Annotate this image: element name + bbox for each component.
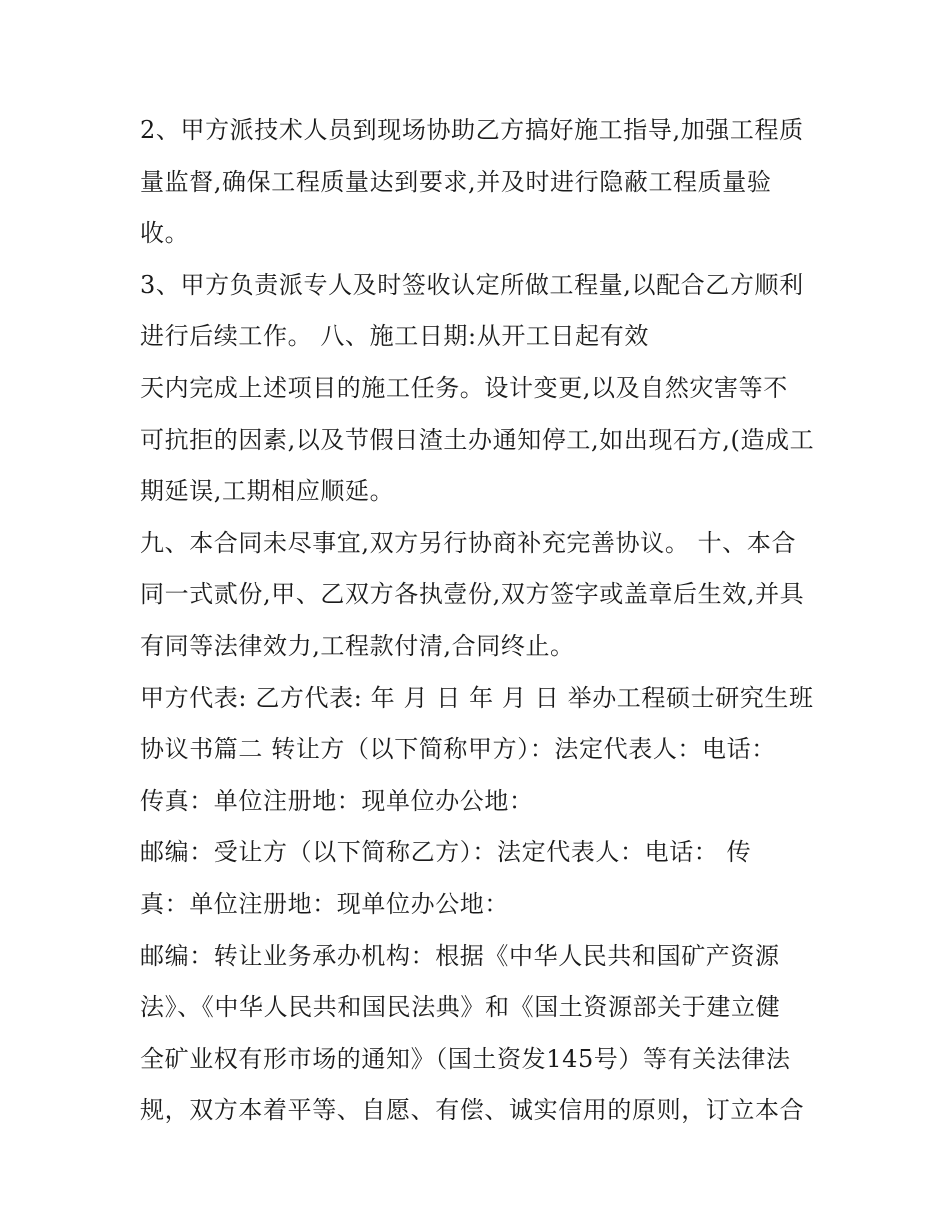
text-line: 天内完成上述项目的施工任务。设计变更,以及自然灾害等不 bbox=[140, 373, 788, 402]
text-line: 真：单位注册地：现单位办公地： bbox=[140, 889, 509, 918]
text-line: 量监督,确保工程质量达到要求,并及时进行隐蔽工程质量验 bbox=[140, 167, 772, 196]
text-line: 收。 bbox=[140, 219, 190, 248]
text-line: 邮编：受让方（以下简称乙方）：法定代表人：电话： 传 bbox=[140, 838, 752, 867]
text-line: 全矿业权有形市场的通知》（国土资发145号）等有关法律法 bbox=[140, 1044, 791, 1073]
text-line: 协议书篇二 转让方（以下简称甲方）：法定代表人：电话： bbox=[140, 735, 776, 764]
text-line: 期延误,工期相应顺延。 bbox=[140, 477, 395, 506]
text-line: 3、甲方负责派专人及时签收认定所做工程量,以配合乙方顺利 bbox=[140, 270, 804, 299]
document-body bbox=[140, 108, 820, 1140]
text-line: 可抗拒的因素,以及节假日渣土办通知停工,如出现石方,(造成工 bbox=[140, 425, 815, 454]
text-line: 有同等法律效力,工程款付清,合同终止。 bbox=[140, 631, 575, 660]
text-line: 甲方代表: 乙方代表: 年 月 日 年 月 日 举办工程硕士研究生班 bbox=[140, 683, 814, 712]
text-line: 进行后续工作。 八、施工日期:从开工日起有效 bbox=[140, 322, 649, 351]
text-line: 同一式贰份,甲、乙双方各执壹份,双方签字或盖章后生效,并具 bbox=[140, 580, 805, 609]
text-line: 邮编：转让业务承办机构：根据《中华人民共和国矿产资源 bbox=[140, 941, 780, 970]
text-line: 法》、《中华人民共和国民法典》和《国土资源部关于建立健 bbox=[140, 993, 781, 1022]
text-line: 规，双方本着平等、自愿、有偿、诚实信用的原则，订立本合 bbox=[140, 1096, 805, 1125]
text-line: 传真：单位注册地：现单位办公地： bbox=[140, 786, 534, 815]
text-line: 2、甲方派技术人员到现场协助乙方搞好施工指导,加强工程质 bbox=[140, 116, 804, 144]
text-line: 九、本合同未尽事宜,双方另行协商补充完善协议。 十、本合 bbox=[140, 528, 797, 557]
